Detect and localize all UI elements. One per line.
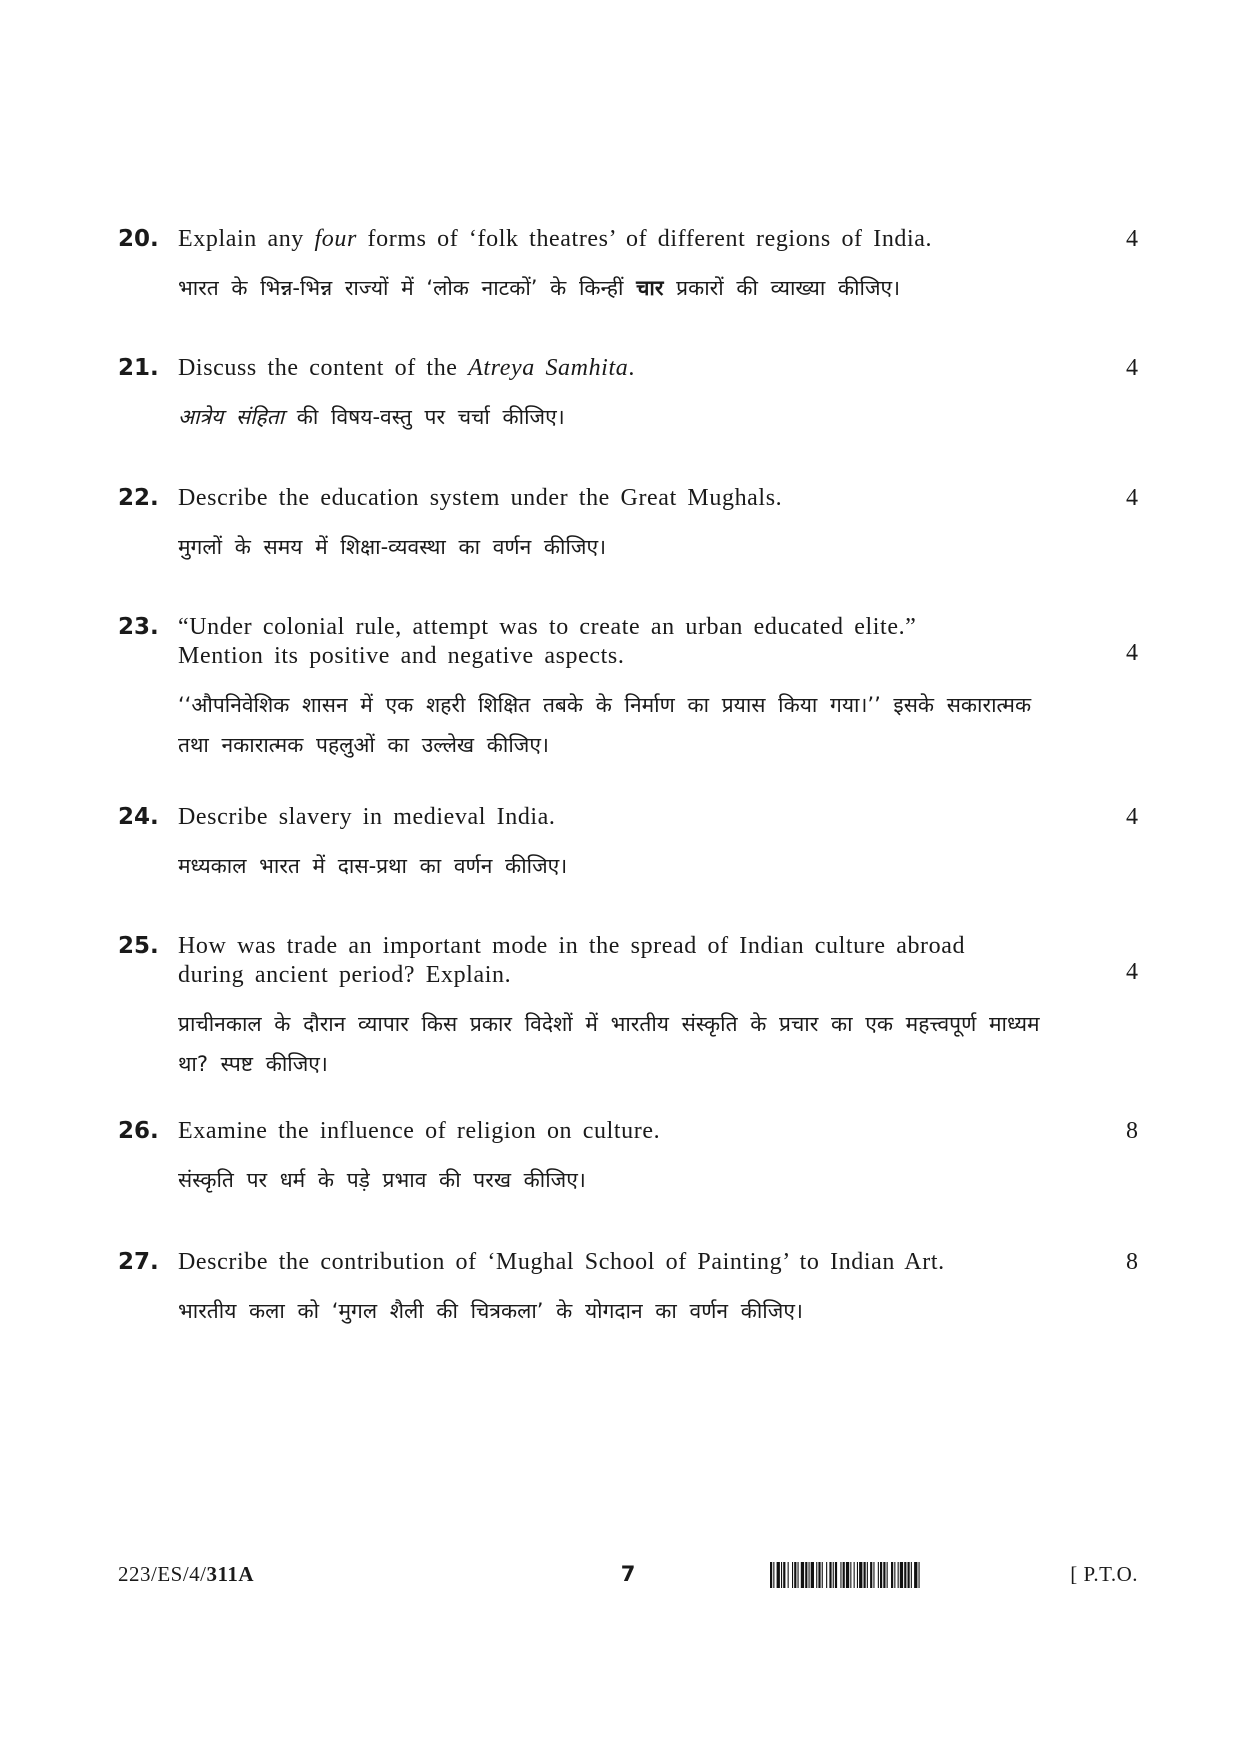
question-number: 27. — [118, 1249, 159, 1275]
question-text-hindi: मध्यकाल भारत में दास-प्रथा का वर्णन कीजिए। — [178, 854, 568, 878]
question-number: 24. — [118, 804, 159, 830]
question-25 — [118, 932, 1138, 1084]
question-text-hindi: प्राचीनकाल के दौरान व्यापार किस प्रकार विदेशों में भारतीय संस्कृति के प्रचार का एक महत्त्वपूर्ण माध्यम था? स्पष्ट कीजिए। — [178, 1012, 1040, 1076]
question-text-hindi: भारत के भिन्न-भिन्न राज्यों में ‘लोक नाटकों’ के किन्हीं चार प्रकारों की व्याख्या कीजिए। — [178, 276, 901, 300]
question-marks: 4 — [1126, 355, 1138, 381]
paper-code: 223/ES/4/311A — [118, 1562, 255, 1586]
page-number: 7 — [620, 1562, 636, 1586]
question-number: 20. — [118, 226, 159, 252]
question-text-english: Describe the education system under the Great Mughals. — [178, 485, 783, 511]
question-text-english: Explain any four forms of ‘folk theatres’ of different regions of India. — [178, 226, 933, 252]
question-text-hindi: संस्कृति पर धर्म के पड़े प्रभाव की परख कीजिए। — [178, 1168, 586, 1192]
question-23 — [118, 613, 1138, 765]
question-marks: 8 — [1126, 1118, 1138, 1144]
question-number: 26. — [118, 1118, 159, 1144]
question-marks: 4 — [1126, 640, 1138, 666]
page-footer — [118, 1562, 1138, 1598]
question-text-english: Discuss the content of the Atreya Samhita. — [178, 355, 635, 381]
question-number: 21. — [118, 355, 159, 381]
question-text-english: How was trade an important mode in the spread of Indian culture abroad during ancient period? Explain. — [178, 933, 966, 988]
question-marks: 8 — [1126, 1249, 1138, 1275]
question-20 — [118, 225, 1138, 308]
question-marks: 4 — [1126, 485, 1138, 511]
question-marks: 4 — [1126, 804, 1138, 830]
question-number: 22. — [118, 485, 159, 511]
barcode-icon — [770, 1562, 1028, 1588]
question-text-hindi: आत्रेय संहिता की विषय-वस्तु पर चर्चा कीजिए। — [178, 405, 565, 429]
question-number: 23. — [118, 614, 159, 640]
question-text-hindi: भारतीय कला को ‘मुगल शैली की चित्रकला’ के योगदान का वर्णन कीजिए। — [178, 1299, 803, 1323]
question-marks: 4 — [1126, 959, 1138, 985]
question-27 — [118, 1248, 1138, 1331]
question-text-english: Examine the influence of religion on culture. — [178, 1118, 661, 1144]
pto-label: [ P.T.O. — [1070, 1562, 1138, 1586]
question-text-english: Describe slavery in medieval India. — [178, 804, 556, 830]
question-24 — [118, 803, 1138, 886]
question-number: 25. — [118, 933, 159, 959]
question-22 — [118, 484, 1138, 567]
question-text-hindi: ‘‘औपनिवेशिक शासन में एक शहरी शिक्षित तबके के निर्माण का प्रयास किया गया।’’ इसके सकारात्मक तथा नकारात्मक पहलुओं का उल्लेख कीजिए। — [178, 693, 1032, 757]
question-text-english: “Under colonial rule, attempt was to create an urban educated elite.” Mention its positive and negative aspects. — [178, 614, 917, 669]
question-21 — [118, 354, 1138, 437]
question-26 — [118, 1117, 1138, 1200]
question-text-hindi: मुगलों के समय में शिक्षा-व्यवस्था का वर्णन कीजिए। — [178, 535, 607, 559]
question-marks: 4 — [1126, 226, 1138, 252]
question-text-english: Describe the contribution of ‘Mughal School of Painting’ to Indian Art. — [178, 1249, 945, 1275]
